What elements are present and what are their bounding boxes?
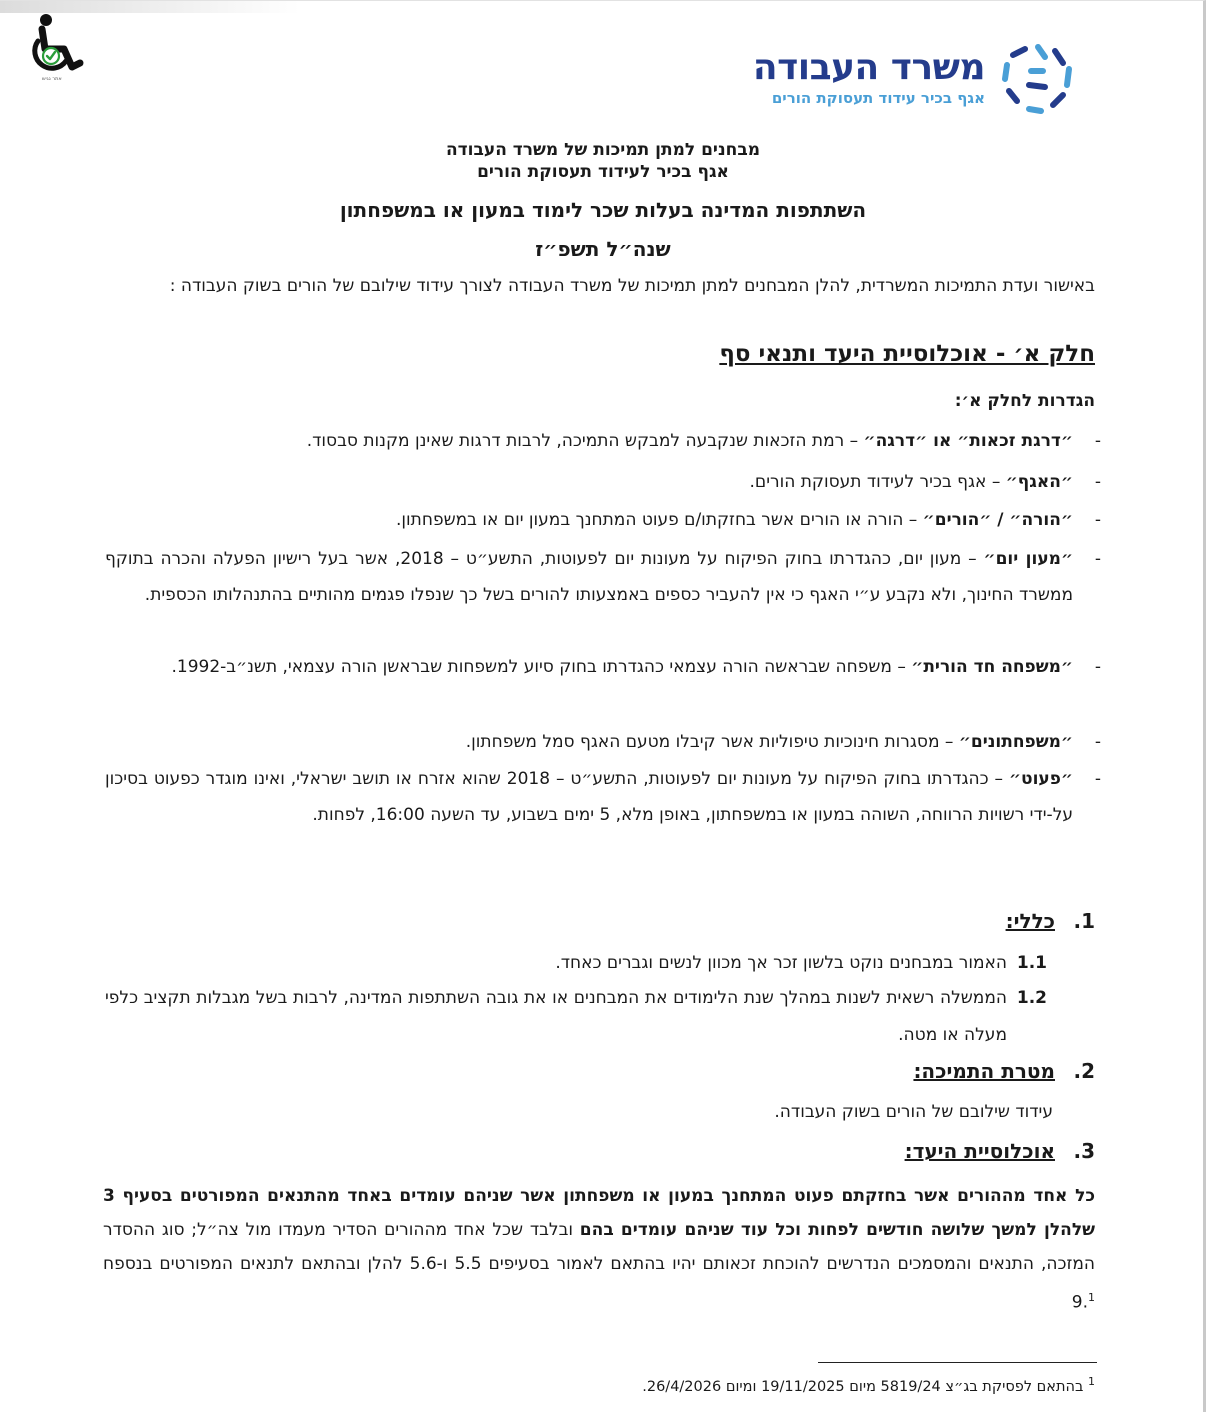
- definition-text: – מעון יום, כהגדרתו בחוק הפיקוח על מעונות יום לפעוטות, התשע״ט – 2018, אשר בעל רישיון הפעלה והכרה בתוקף ממשרד החינוך, ולא נקבע ע״י האגף כי אין להעביר כספים באמצעותו להורים בשל כך שנפלו פגמים מהותיים בהתנהלותו הכספית.: [105, 549, 1073, 605]
- accessibility-caption: אתר נגיש: [42, 76, 62, 82]
- subsection-text: האמור במבחנים נוקט בלשון זכר אך מכוון לנשים וגברים כאחד.: [555, 953, 1007, 973]
- definition-text: – אגף בכיר לעידוד תעסוקת הורים.: [749, 472, 1006, 492]
- list-dash: -: [1094, 431, 1101, 451]
- definition-item: [105, 502, 1101, 538]
- section-text: ובלבד שכל אחד מההורים הסדיר מעמדו מול צה״ל; סוג ההסדר המזכה, התנאים והמסמכים הנדרשים להוכחת זכאותם יהיו בהתאם לאמור בסעיפים 5.5 ו-5.6 להלן ובהתאם לתנאים המפורטים בנספח 9.: [103, 1220, 1096, 1313]
- footnote-text: בהתאם לפסיקת בג״צ 5819/24 מיום 19/11/2025 ומיום 26/4/2026.: [642, 1378, 1088, 1395]
- section-heading: [913, 1059, 1095, 1083]
- subsection-item: [105, 980, 1095, 1054]
- subsection-number: 1.2: [1016, 988, 1047, 1008]
- definition-text: – כהגדרתו בחוק הפיקוח על מעונות יום לפעוטות, התשע״ט – 2018 שהוא אזרח או תושב ישראלי, ואינו מוגדר כפעוט בסיכון על-ידי רשויות הרווחה, השוהה במעון או במשפחתון, באופן מלא, 5 ימים בשבוע, עד השעה 16:00, לפחות.: [105, 769, 1073, 825]
- section-body: עידוד שילובם של הורים בשוק העבודה.: [774, 1102, 1053, 1122]
- section-text: [105, 1094, 1095, 1131]
- definition-term: ״דרגת זכאות״ או ״דרגה״: [863, 431, 1073, 451]
- subsection-number: 1.1: [1016, 953, 1047, 973]
- section-title: כללי:: [1005, 909, 1055, 933]
- definition-item: [105, 541, 1101, 613]
- section-number: 1.: [1073, 909, 1095, 933]
- definition-term: ״משפחה חד הורית״: [911, 657, 1073, 677]
- definition-item: [105, 649, 1101, 685]
- section-body: [103, 1179, 1095, 1320]
- definition-term: ״הורה״ / ״הורים״: [922, 510, 1073, 530]
- list-dash: -: [1094, 769, 1101, 789]
- definition-text: – רמת הזכאות שנקבעה למבקש התמיכה, לרבות דרגות שאינן מקנות סבסוד.: [306, 431, 864, 451]
- section-heading: [905, 1139, 1095, 1163]
- subsection-item: [105, 945, 1095, 982]
- header-line-2: אגף בכיר לעידוד תעסוקת הורים: [477, 162, 729, 182]
- header-line-1: מבחנים למתן תמיכות של משרד העבודה: [446, 140, 760, 160]
- section-title: מטרת התמיכה:: [913, 1059, 1055, 1083]
- section-title: אוכלוסיית היעד:: [904, 1139, 1055, 1163]
- definition-term: ״משפחתונים״: [958, 732, 1073, 752]
- section-heading: [1006, 909, 1095, 933]
- list-dash: -: [1094, 549, 1101, 569]
- definition-term: ״פעוט״: [1008, 769, 1073, 789]
- definitions-title: הגדרות לחלק א׳:: [954, 391, 1095, 411]
- subsection-text: הממשלה רשאית לשנות במהלך שנת הלימודים את המבחנים או את גובה השתתפות המדינה, לרבות בשל מגבלות תקציב כלפי מעלה או מטה.: [105, 988, 1007, 1045]
- wheelchair-check-icon[interactable]: [28, 11, 98, 81]
- list-dash: -: [1094, 657, 1101, 677]
- definition-text: – משפחה שבראשה הורה עצמאי כהגדרתו בחוק סיוע למשפחות שבראשן הורה עצמאי, תשנ״ב-1992.: [171, 657, 912, 677]
- school-year: שנה״ל תשפ״ז: [535, 237, 671, 261]
- list-dash: -: [1094, 510, 1101, 530]
- definition-text: – הורה או הורים אשר בחזקתו/ם פעוט המתחנך במעון יום או במשפחתון.: [396, 510, 923, 530]
- footnote-ref[interactable]: 1: [1088, 1291, 1095, 1304]
- definition-text: – מסגרות חינוכיות טיפוליות אשר קיבלו מטעם האגף סמל משפחתון.: [465, 732, 959, 752]
- logo-subtitle: אגף בכיר עידוד תעסוקת הורים: [771, 89, 985, 107]
- ministry-logo: [743, 41, 1083, 117]
- section-a-title: חלק א׳ - אוכלוסיית היעד ותנאי סף: [719, 341, 1095, 367]
- logo-title: משרד העבודה: [752, 47, 985, 88]
- document-title: השתתפות המדינה בעלות שכר לימוד במעון או במשפחתון: [339, 198, 867, 222]
- definition-item: [105, 761, 1101, 833]
- section-number: 3.: [1073, 1139, 1095, 1163]
- footnote: [642, 1375, 1095, 1395]
- list-dash: -: [1094, 732, 1101, 752]
- definition-item: [105, 423, 1101, 459]
- footnote-number: 1: [1088, 1375, 1095, 1388]
- definition-term: ״מעון יום״: [983, 549, 1074, 569]
- definition-item: [105, 464, 1101, 500]
- section-bold-text: כל אחד מההורים אשר בחזקתם פעוט המתחנך במעון או משפחתון אשר שניהם עומדים באחד מהתנאים המפורטים בסעיף 3 שלהלן למשך שלושה חודשים לפחות וכל עוד שניהם עומדים בהם: [103, 1186, 1095, 1240]
- list-dash: -: [1094, 472, 1101, 492]
- section-number: 2.: [1073, 1059, 1095, 1083]
- definition-item: [105, 724, 1101, 760]
- intro-paragraph: באישור ועדת התמיכות המשרדית, להלן המבחנים למתן תמיכות של משרד העבודה לצורך עידוד שילובם של הורים בשוק העבודה :: [169, 276, 1095, 296]
- footnote-divider: [818, 1362, 1097, 1363]
- ministry-logo-icon: [993, 41, 1083, 117]
- definition-term: ״האגף״: [1005, 472, 1073, 492]
